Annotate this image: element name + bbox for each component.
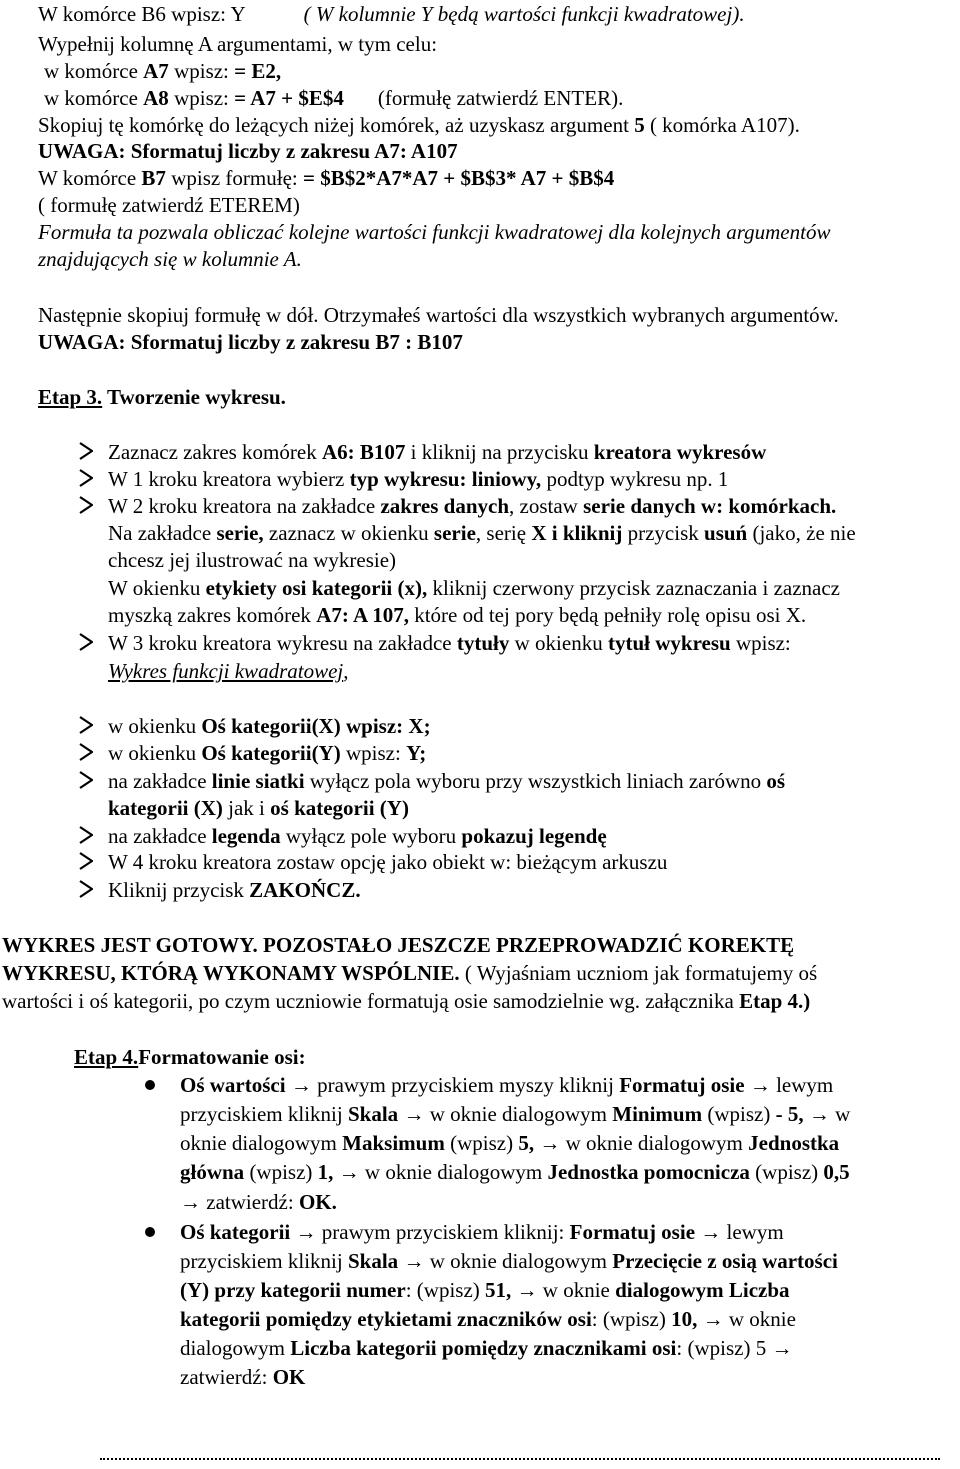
arrow-icon: → <box>749 1073 771 1097</box>
text: w <box>829 1102 851 1126</box>
list-item: W 4 kroku kreatora zostaw opcję jako obiekt w: bieżącym arkuszu <box>108 850 668 874</box>
text-line: WYKRES JEST GOTOWY. POZOSTAŁO JESZCZE PRZEPROWADZIĆ KOREKTĘ <box>2 933 795 957</box>
text: A8 <box>143 86 169 110</box>
text: zaznacz w okienku <box>263 521 434 545</box>
list-item-continuation <box>180 1131 839 1155</box>
text: linie siatki <box>211 769 305 793</box>
text: Jednostka <box>748 1131 840 1155</box>
text: 1, <box>317 1160 334 1184</box>
text: 10, <box>671 1307 698 1331</box>
text: Minimum <box>612 1102 703 1126</box>
text: tytuł wykresu <box>607 631 731 655</box>
text: A6: B107 <box>321 440 406 464</box>
text: przyciskiem kliknij <box>180 1249 348 1273</box>
text: Maksimum <box>342 1131 445 1155</box>
text: wpisz: <box>168 59 235 83</box>
list-item <box>108 878 361 902</box>
text: jak i <box>222 796 271 820</box>
text: w oknie dialogowym <box>424 1249 613 1273</box>
arrow-icon: → <box>702 1307 724 1331</box>
text: kreatora wykresów <box>593 440 767 464</box>
text: Oś kategorii(X) <box>201 714 341 738</box>
text: i kliknij na przycisku <box>405 440 594 464</box>
text: 5, <box>518 1131 535 1155</box>
list-item-continuation <box>180 1160 850 1184</box>
text: Przecięcie z osią wartości <box>612 1249 838 1273</box>
arrowhead-bullet-icon <box>79 743 93 761</box>
text-line: Wypełnij kolumnę A argumentami, w tym celu: <box>38 32 438 56</box>
text: w komórce <box>44 86 144 110</box>
text: B7 <box>141 166 166 190</box>
text: na zakładce <box>108 769 212 793</box>
text: (wpisz) <box>244 1160 318 1184</box>
text: główna <box>180 1160 245 1184</box>
text: W okienku <box>108 576 206 600</box>
text: kategorii pomiędzy etykietami znaczników osi <box>180 1307 592 1331</box>
text: w oknie dialogowym <box>560 1131 749 1155</box>
text: A7 <box>143 59 169 83</box>
text: zatwierdź: <box>201 1190 299 1214</box>
text: w oknie dialogowym <box>359 1160 548 1184</box>
text: , <box>343 659 349 683</box>
text: Liczba kategorii pomiędzy znacznikami osi <box>290 1336 677 1360</box>
text-line <box>2 989 810 1013</box>
text: W 1 kroku kreatora wybierz <box>108 467 350 491</box>
bullet-dot-icon <box>145 1080 155 1090</box>
text: = A7 + $E$4 <box>234 86 344 110</box>
text: legenda <box>211 824 281 848</box>
section-heading <box>38 385 286 409</box>
list-item-continuation <box>180 1307 796 1331</box>
text: oś <box>766 769 786 793</box>
text: Skala <box>347 1102 399 1126</box>
text: Skala <box>347 1249 399 1273</box>
list-item-continuation <box>180 1336 792 1360</box>
text: W komórce B6 wpisz: Y <box>38 2 246 26</box>
text: typ wykresu: liniowy, <box>349 467 542 491</box>
text: tytuły <box>456 631 510 655</box>
text: 5 <box>634 113 645 137</box>
text: dialogowym Liczba <box>615 1278 790 1302</box>
arrow-icon: → <box>808 1102 830 1126</box>
text: W 3 kroku kreatora wykresu na zakładce <box>108 631 457 655</box>
text: podtyp wykresu np. 1 <box>541 467 729 491</box>
text: Skopiuj tę komórkę do leżących niżej komórek, aż uzyskasz argument <box>38 113 635 137</box>
text: Na zakładce <box>108 521 217 545</box>
text: pokazuj legendę <box>461 824 607 848</box>
text-line <box>38 2 745 26</box>
text: lewym <box>721 1220 784 1244</box>
text: W 2 kroku kreatora na zakładce <box>108 494 381 518</box>
bullet-dot-icon <box>145 1227 155 1237</box>
text-line <box>44 59 281 83</box>
text: ( Wyjaśniam uczniom jak formatujemy oś <box>459 961 818 985</box>
text: Kliknij przycisk <box>108 878 250 902</box>
text: zakres danych <box>380 494 510 518</box>
section-heading <box>74 1045 306 1069</box>
list-item-continuation <box>180 1365 305 1389</box>
arrowhead-bullet-icon <box>79 716 93 734</box>
text: ZAKOŃCZ. <box>249 878 361 902</box>
text: przycisk <box>622 521 705 545</box>
list-item-continuation: chcesz jej ilustrować na wykresie) <box>108 548 397 572</box>
arrowhead-bullet-icon <box>79 469 93 487</box>
text: wpisz: <box>730 631 791 655</box>
text: (Y) przy kategorii numer <box>180 1278 406 1302</box>
arrow-icon: → <box>180 1190 201 1214</box>
text-line <box>38 166 614 190</box>
arrowhead-bullet-icon <box>79 852 93 870</box>
text: prawym przyciskiem kliknij: <box>316 1220 570 1244</box>
list-item-continuation <box>180 1278 790 1302</box>
text: usuń <box>704 521 748 545</box>
text: , serię <box>475 521 532 545</box>
text: (wpisz) <box>702 1102 776 1126</box>
text: zatwierdź: <box>180 1365 273 1389</box>
text: wyłącz pola wyboru przy wszystkich liniach zarówno <box>304 769 767 793</box>
text: , zostaw <box>509 494 584 518</box>
arrowhead-bullet-icon <box>79 633 93 651</box>
text: Y; <box>406 741 427 765</box>
text: : (wpisz) 5 <box>676 1336 772 1360</box>
list-item-continuation <box>108 659 349 683</box>
arrow-icon: → <box>771 1336 793 1360</box>
arrow-icon: → <box>295 1220 317 1244</box>
text: wpisz: <box>168 86 235 110</box>
list-item-continuation <box>108 521 856 545</box>
list-item-continuation <box>108 603 806 627</box>
text: : (wpisz) <box>591 1307 672 1331</box>
text: (jako, że nie <box>747 521 856 545</box>
text: które od tej pory będą pełniły rolę opisu osi X. <box>408 603 807 627</box>
text: przyciskiem kliknij <box>180 1102 348 1126</box>
arrowhead-bullet-icon <box>79 442 93 460</box>
list-item-continuation <box>180 1102 850 1126</box>
chart-title-text: Wykres funkcji kwadratowej <box>108 659 344 683</box>
text: Formatowanie osi: <box>138 1045 306 1069</box>
text: 51, <box>485 1278 512 1302</box>
text: w komórce <box>44 59 144 83</box>
text-line <box>38 113 800 137</box>
text-line <box>44 86 623 110</box>
text: Oś wartości <box>180 1073 286 1097</box>
text: w oknie <box>723 1307 796 1331</box>
text: WYKRESU, KTÓRĄ WYKONAMY WSPÓLNIE. <box>2 961 460 985</box>
text: X i kliknij <box>531 521 623 545</box>
text: Zaznacz zakres komórek <box>108 440 322 464</box>
list-item-continuation <box>108 576 840 600</box>
arrow-icon: → <box>403 1102 425 1126</box>
arrowhead-bullet-icon <box>79 880 93 898</box>
list-item <box>180 1073 833 1097</box>
text-line: Następnie skopiuj formułę w dół. Otrzymałeś wartości dla wszystkich wybranych argumentów. <box>38 303 839 327</box>
text: - 5, <box>775 1102 804 1126</box>
list-item-continuation <box>180 1190 337 1214</box>
list-item <box>108 440 766 464</box>
text: = E2, <box>234 59 282 83</box>
arrowhead-bullet-icon <box>79 771 93 789</box>
list-item-continuation <box>180 1249 838 1273</box>
text: oś kategorii (Y) <box>270 796 409 820</box>
text: serie <box>433 521 476 545</box>
arrow-icon: → <box>403 1249 425 1273</box>
text: : (wpisz) <box>405 1278 486 1302</box>
text: serie danych w: komórkach. <box>583 494 837 518</box>
text: kliknij czerwony przycisk zaznaczania i zaznacz <box>427 576 840 600</box>
text: Etap 4.) <box>739 989 811 1013</box>
text-line: znajdujących się w kolumnie A. <box>38 247 302 271</box>
text: w okienku <box>108 741 202 765</box>
text: A7: A 107, <box>316 603 409 627</box>
text: w oknie dialogowym <box>424 1102 613 1126</box>
list-item <box>108 467 728 491</box>
text: ( W kolumnie Y będą wartości funkcji kwadratowej). <box>303 2 745 26</box>
text: 0,5 <box>823 1160 850 1184</box>
arrow-icon: → <box>290 1073 312 1097</box>
list-item <box>108 494 836 518</box>
text: Jednostka pomocnicza <box>547 1160 750 1184</box>
text: myszką zakres komórek <box>108 603 317 627</box>
text: dialogowym <box>180 1336 291 1360</box>
text-line: Formuła ta pozwala obliczać kolejne wartości funkcji kwadratowej dla kolejnych argumentów <box>38 220 831 244</box>
text: (wpisz) <box>444 1131 519 1155</box>
list-item <box>108 824 607 848</box>
text: w okienku <box>108 714 202 738</box>
text: OK <box>272 1365 306 1389</box>
arrow-icon: → <box>516 1278 538 1302</box>
text: wyłącz pole wyboru <box>280 824 462 848</box>
text-line <box>2 961 817 985</box>
list-item <box>180 1220 784 1244</box>
text: lewym <box>770 1073 834 1097</box>
text: W komórce <box>38 166 142 190</box>
text: Etap 4. <box>74 1045 139 1069</box>
text: wartości i oś kategorii, po czym uczniowie formatują osie samodzielnie wg. załącznika <box>2 989 740 1013</box>
text: wpisz: <box>340 741 407 765</box>
text: ( komórka A107). <box>644 113 800 137</box>
text: (wpisz) <box>749 1160 824 1184</box>
text: Tworzenie wykresu. <box>102 385 286 409</box>
text-line: UWAGA: Sformatuj liczby z zakresu A7: A107 <box>38 139 458 163</box>
text: serie, <box>216 521 264 545</box>
text: w oknie <box>537 1278 616 1302</box>
text: etykiety osi kategorii (x), <box>205 576 428 600</box>
list-item-continuation <box>108 796 409 820</box>
text: OK. <box>298 1190 337 1214</box>
text: Formatuj osie <box>569 1220 696 1244</box>
list-item <box>108 741 426 765</box>
text: kategorii (X) <box>108 796 223 820</box>
text: w okienku <box>509 631 608 655</box>
text: Oś kategorii <box>180 1220 291 1244</box>
text-line: ( formułę zatwierdź ETEREM) <box>38 193 300 217</box>
text: wpisz formułę: <box>165 166 303 190</box>
text: oknie dialogowym <box>180 1131 343 1155</box>
text: na zakładce <box>108 824 212 848</box>
text: Formatuj osie <box>619 1073 745 1097</box>
arrowhead-bullet-icon <box>79 826 93 844</box>
arrow-icon: → <box>539 1131 561 1155</box>
list-item <box>108 769 785 793</box>
text: (formułę zatwierdź ENTER). <box>377 86 624 110</box>
text: prawym przyciskiem myszy kliknij <box>311 1073 620 1097</box>
list-item <box>108 714 431 738</box>
text: = $B$2*A7*A7 + $B$3* A7 + $B$4 <box>303 166 615 190</box>
text-line: UWAGA: Sformatuj liczby z zakresu B7 : B107 <box>38 330 463 354</box>
arrow-icon: → <box>700 1220 722 1244</box>
list-item <box>108 631 791 655</box>
text: Etap 3. <box>38 385 103 409</box>
text: Oś kategorii(Y) <box>201 741 341 765</box>
arrow-icon: → <box>338 1160 360 1184</box>
text: wpisz: X; <box>340 714 431 738</box>
footer-dotted-rule <box>100 1458 940 1460</box>
arrowhead-bullet-icon <box>79 496 93 514</box>
